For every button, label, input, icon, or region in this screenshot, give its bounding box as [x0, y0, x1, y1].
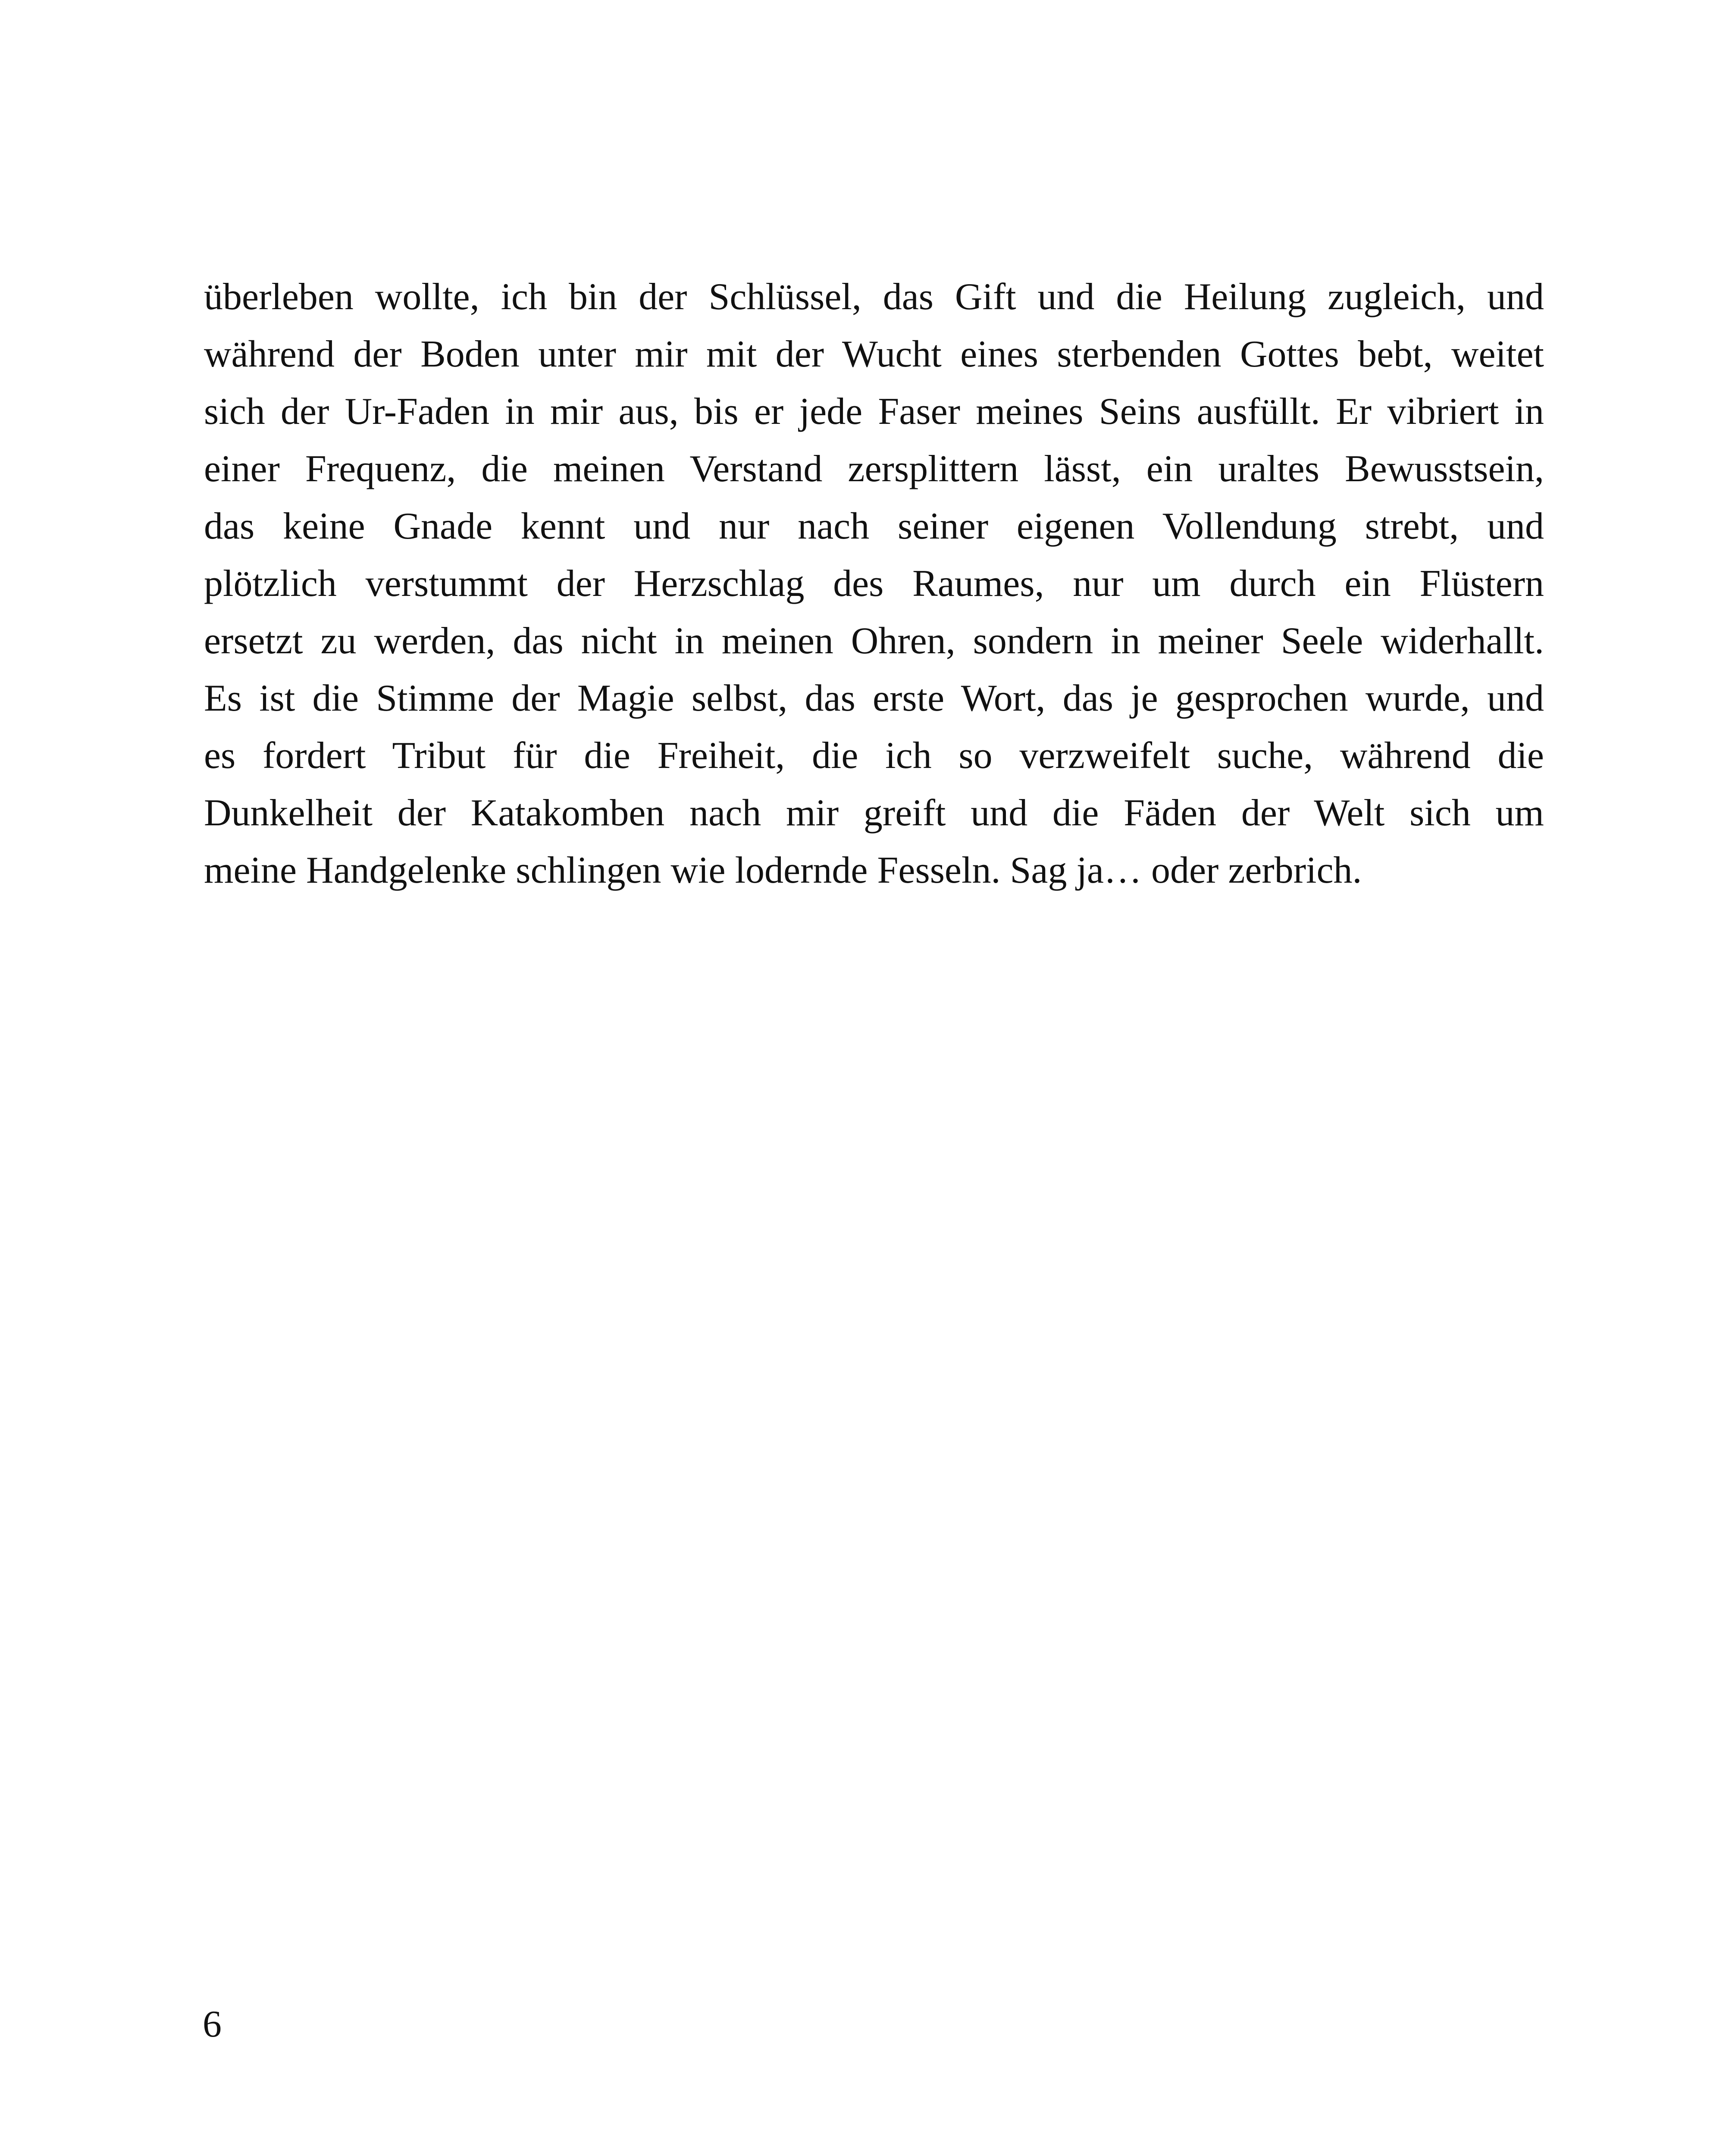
text-line: meine Handgelenke schlingen wie lodernde Fesseln. Sag ja… oder zerbrich.: [204, 849, 1362, 891]
page-number: 6: [203, 2003, 222, 2045]
text-line: Es ist die Stimme der Magie selbst, das erste Wort, das je gesprochen wurde, und: [204, 677, 1544, 719]
text-line: plötzlich verstummt der Herzschlag des Raumes, nur um durch ein Flüstern: [204, 563, 1544, 605]
text-line: einer Frequenz, die meinen Verstand zersplittern lässt, ein uraltes Bewusstsein,: [204, 448, 1544, 490]
text-line: Dunkelheit der Katakomben nach mir greift und die Fäden der Welt sich um: [204, 792, 1544, 834]
text-line: das keine Gnade kennt und nur nach seiner eigenen Vollendung strebt, und: [204, 505, 1544, 547]
text-line: überleben wollte, ich bin der Schlüssel, das Gift und die Heilung zugleich, und: [204, 276, 1544, 318]
text-line: es fordert Tribut für die Freiheit, die ich so verzweifelt suche, während die: [204, 735, 1544, 777]
body-paragraph: [204, 268, 1544, 899]
text-line: während der Boden unter mir mit der Wucht eines sterbenden Gottes bebt, weitet: [204, 333, 1544, 375]
text-line: sich der Ur-Faden in mir aus, bis er jede Faser meines Seins ausfüllt. Er vibriert in: [204, 391, 1544, 432]
text-line: ersetzt zu werden, das nicht in meinen Ohren, sondern in meiner Seele widerhallt.: [204, 620, 1544, 662]
